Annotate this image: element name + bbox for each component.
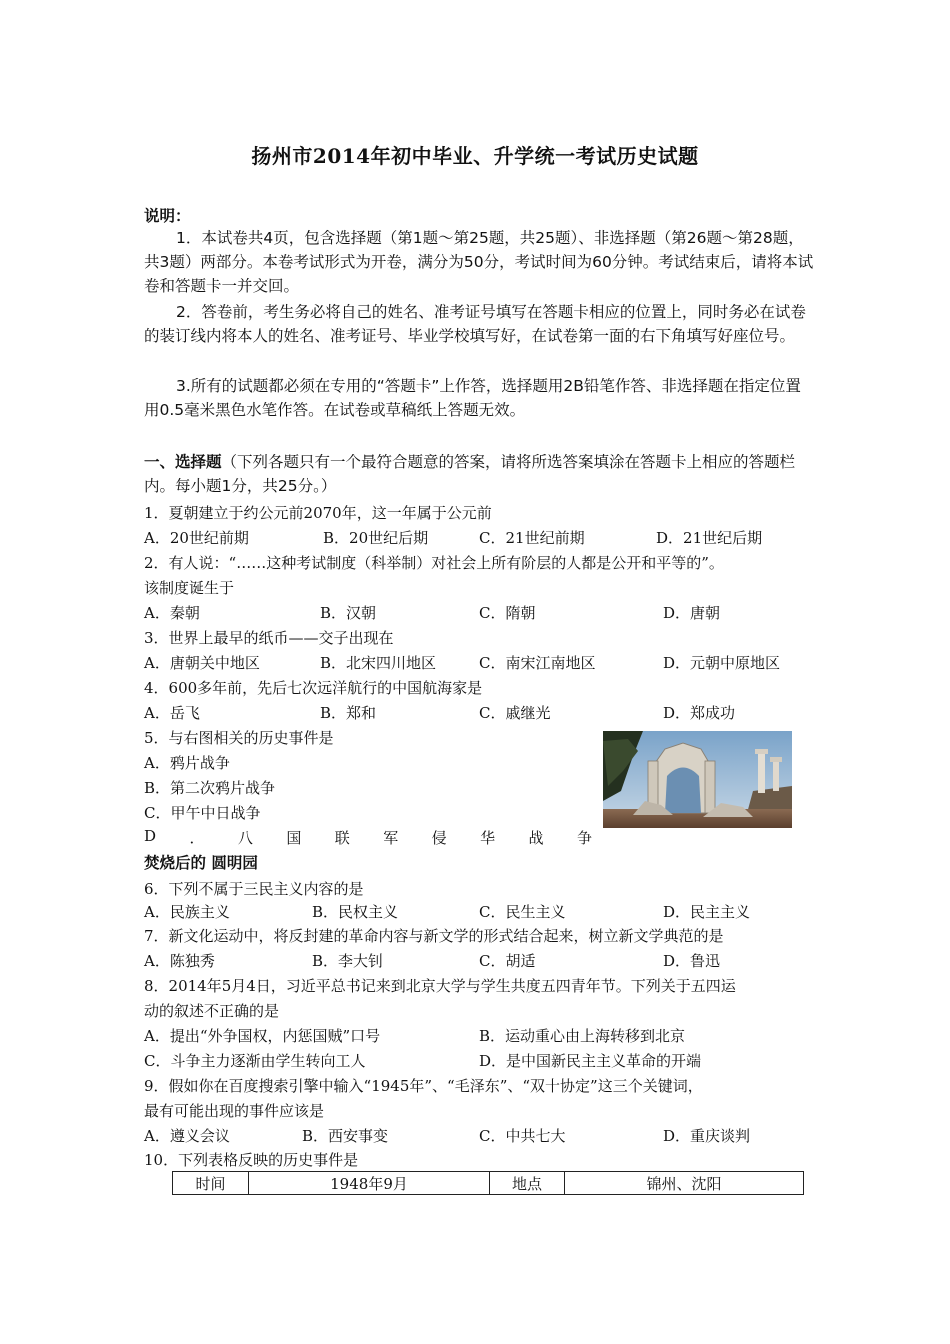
question-10-stem: 10．下列表格反映的历史事件是 <box>144 1151 359 1169</box>
question-7-stem: 7．新文化运动中，将反封建的革命内容与新文学的形式结合起来，树立新文学典范的是 <box>144 927 724 945</box>
question-8-option-a: A．提出“外争国权，内惩国贼”口号 <box>144 1027 381 1045</box>
table-cell-place-value: 锦州、沈阳 <box>565 1172 804 1195</box>
question-9-option-a: A．遵义会议 <box>144 1127 230 1145</box>
question-1-stem: 1．夏朝建立于约公元前2070年，这一年属于公元前 <box>144 504 492 522</box>
question-3-option-a: A．唐朝关中地区 <box>144 654 260 672</box>
section-1-heading: 一、选择题 <box>144 453 222 471</box>
option-d-char: 联 <box>334 829 350 847</box>
question-8-option-d: D．是中国新民主主义革命的开端 <box>479 1052 702 1070</box>
question-7-option-a: A．陈独秀 <box>144 952 215 970</box>
question-9-option-c: C．中共七大 <box>479 1127 566 1145</box>
question-5-option-b: B．第二次鸦片战争 <box>144 779 276 797</box>
option-d-char: 战 <box>528 829 544 847</box>
option-d-char: 侵 <box>431 829 447 847</box>
question-3-option-d: D．元朝中原地区 <box>663 654 781 672</box>
table-cell-place-label: 地点 <box>490 1172 565 1195</box>
instructions-heading: 说明： <box>144 207 191 225</box>
question-1-option-a: A．20世纪前期 <box>144 529 249 547</box>
question-2-option-b: B．汉朝 <box>320 604 377 622</box>
question-3-option-b: B．北宋四川地区 <box>320 654 437 672</box>
question-5-option-a: A．鸦片战争 <box>144 754 230 772</box>
question-6-option-c: C．民生主义 <box>479 903 566 921</box>
question-9-option-d: D．重庆谈判 <box>663 1127 751 1145</box>
question-1-option-c: C．21世纪前期 <box>479 529 585 547</box>
question-7-option-d: D．鲁迅 <box>663 952 721 970</box>
question-10-table <box>172 1171 804 1195</box>
question-5-option-d <box>144 827 592 848</box>
option-d-char: 争 <box>576 829 592 847</box>
page-title: 扬州市2014年初中毕业、升学统一考试历史试题 <box>251 144 699 168</box>
question-2-stem-cont: 该制度诞生于 <box>144 579 235 597</box>
question-4-option-b: B．郑和 <box>320 704 377 722</box>
question-9-option-b: B．西安事变 <box>302 1127 389 1145</box>
question-6-option-b: B．民权主义 <box>312 903 399 921</box>
table-row <box>173 1172 804 1195</box>
question-6-option-d: D．民主主义 <box>663 903 751 921</box>
question-2-stem: 2．有人说：“……这种考试制度（科举制）对社会上所有阶层的人都是公开和平等的”。 <box>144 554 724 572</box>
question-4-stem: 4．600多年前，先后七次远洋航行的中国航海家是 <box>144 679 483 697</box>
question-8-stem: 8．2014年5月4日，习近平总书记来到北京大学与学生共度五四青年节。下列关于五四运 <box>144 977 736 995</box>
question-6-option-a: A．民族主义 <box>144 903 230 921</box>
question-2-option-c: C．隋朝 <box>479 604 536 622</box>
option-d-char: 军 <box>383 829 399 847</box>
table-cell-time-label: 时间 <box>173 1172 249 1195</box>
option-d-char: 华 <box>480 829 496 847</box>
question-4-option-c: C．戚继光 <box>479 704 551 722</box>
question-2-option-a: A．秦朝 <box>144 604 200 622</box>
question-7-option-b: B．李大钊 <box>312 952 384 970</box>
question-3-option-c: C．南宋江南地区 <box>479 654 596 672</box>
instruction-item-3: 3.所有的试题都必须在专用的“答题卡”上作答，选择题用2B铅笔作答、非选择题在指定位置用0.5毫米黑色水笔作答。在试卷或草稿纸上答题无效。 <box>144 377 801 419</box>
question-9-stem-cont: 最有可能出现的事件应该是 <box>144 1102 325 1120</box>
question-6-stem: 6．下列不属于三民主义内容的是 <box>144 880 364 898</box>
question-8-stem-cont: 动的叙述不正确的是 <box>144 1002 280 1020</box>
section-1-note: （下列各题只有一个最符合题意的答案，请将所选答案填涂在答题卡上相应的答题栏内。每小题1分，共25分。） <box>144 453 796 495</box>
question-4-option-a: A．岳飞 <box>144 704 200 722</box>
question-3-stem: 3．世界上最早的纸币——交子出现在 <box>144 629 394 647</box>
question-8-option-b: B．运动重心由上海转移到北京 <box>479 1027 686 1045</box>
question-1-option-b: B．20世纪后期 <box>323 529 429 547</box>
question-5-option-c: C．甲午中日战争 <box>144 804 261 822</box>
question-5-stem: 5．与右图相关的历史事件是 <box>144 729 334 747</box>
question-5-image-caption: 焚烧后的 圆明园 <box>144 854 258 872</box>
option-d-char: 国 <box>286 829 302 847</box>
section-1-heading-block <box>144 450 814 498</box>
option-d-char: ． <box>189 829 205 847</box>
question-9-stem: 9．假如你在百度搜索引擎中输入“1945年”、“毛泽东”、“双十协定”这三个关键词， <box>144 1077 703 1095</box>
table-cell-time-value: 1948年9月 <box>249 1172 490 1195</box>
question-4-option-d: D．郑成功 <box>663 704 736 722</box>
instruction-item-1: 1．本试卷共4页，包含选择题（第1题～第25题，共25题）、非选择题（第26题～第28题，共3题）两部分。本卷考试形式为开卷，满分为50分，考试时间为60分钟。考试结束后，请将本试卷和答题卡一并交回。 <box>144 229 814 295</box>
question-1-option-d: D．21世纪后期 <box>656 529 763 547</box>
question-8-option-c: C．斗争主力逐渐由学生转向工人 <box>144 1052 366 1070</box>
option-d-char: D <box>144 827 157 845</box>
yuanmingyuan-ruins-photo <box>603 731 792 828</box>
instruction-item-2: 2．答卷前，考生务必将自己的姓名、准考证号填写在答题卡相应的位置上，同时务必在试卷的装订线内将本人的姓名、准考证号、毕业学校填写好，在试卷第一面的右下角填写好座位号。 <box>144 303 806 345</box>
question-2-option-d: D．唐朝 <box>663 604 721 622</box>
option-d-char: 八 <box>237 829 253 847</box>
question-7-option-c: C．胡适 <box>479 952 536 970</box>
